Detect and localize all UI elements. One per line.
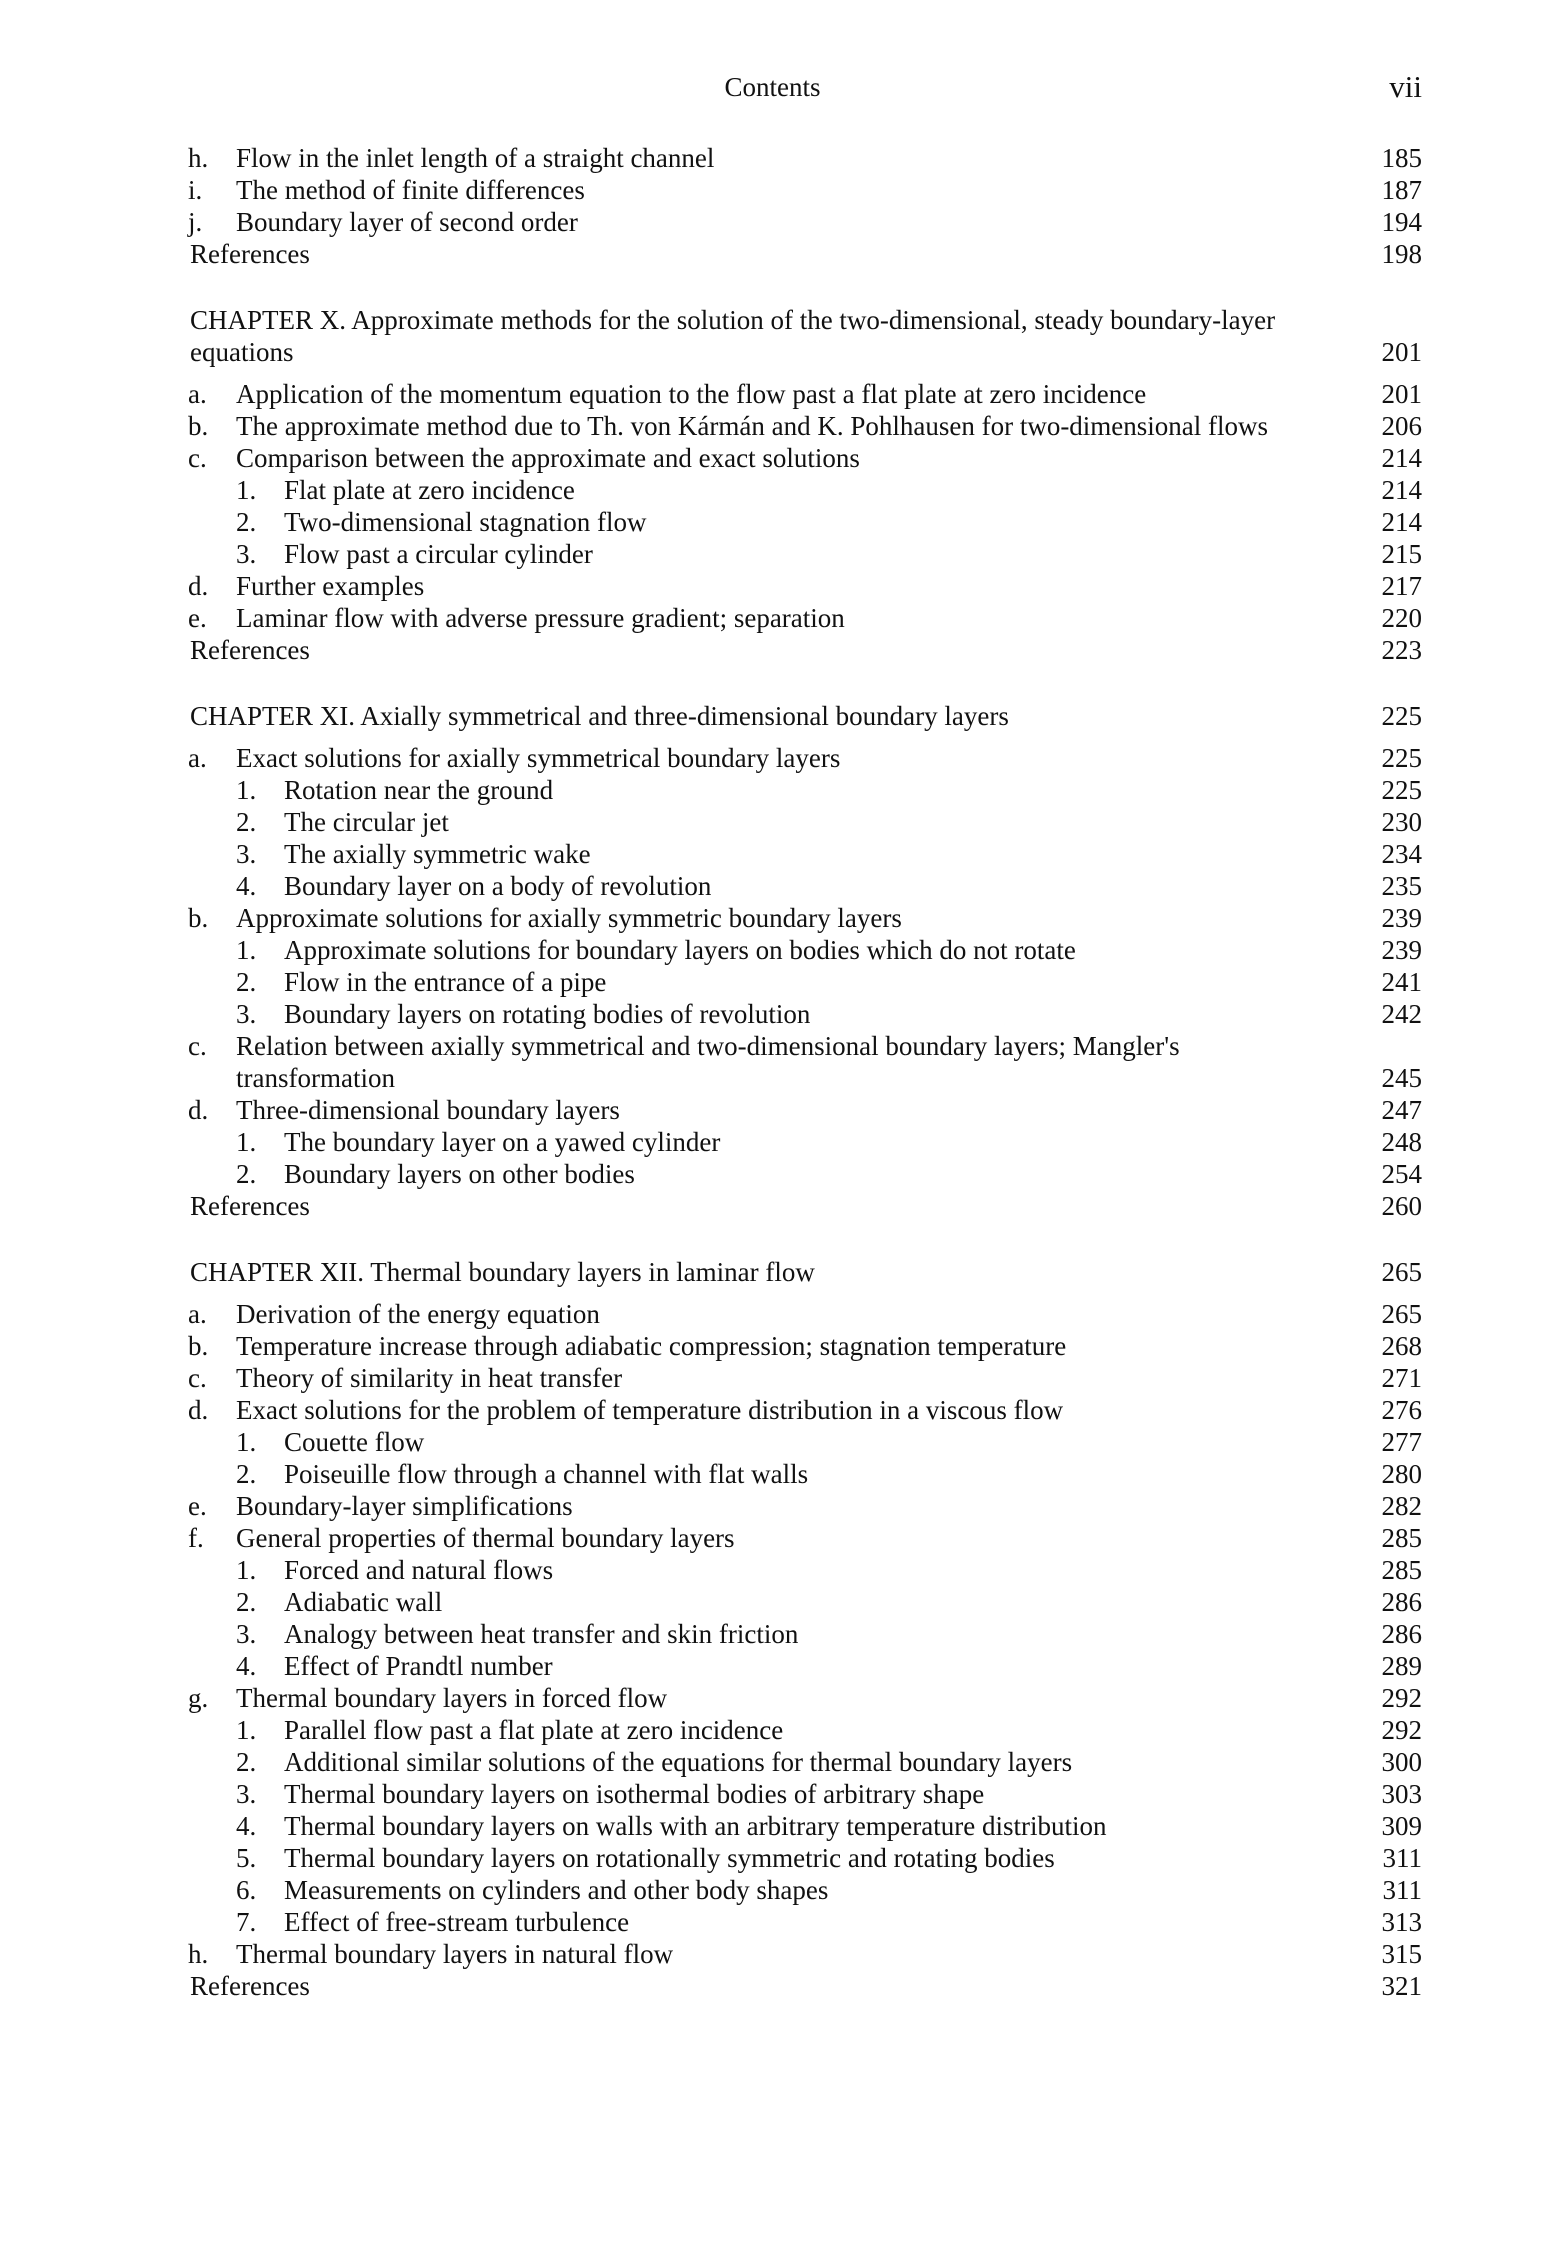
toc-entry-label: 4. <box>236 1651 257 1681</box>
toc-entry-page: 239 <box>1381 903 1422 933</box>
toc-entry-page: 223 <box>1381 635 1422 665</box>
toc-entry-page: 292 <box>1381 1715 1422 1745</box>
toc-entry-page: 198 <box>1381 239 1422 269</box>
toc-entry-label: a. <box>188 743 207 773</box>
toc-entry-page: 311 <box>1382 1875 1422 1905</box>
toc-entry-page: 225 <box>1381 701 1422 731</box>
toc-entry-label: d. <box>188 1095 209 1125</box>
toc-entry-page: 254 <box>1381 1159 1422 1189</box>
toc-entry-title: Thermal boundary layers on rotationally symmetric and rotating bodies <box>284 1843 1055 1873</box>
toc-references-entry <box>0 238 1545 270</box>
toc-entry-page: 248 <box>1381 1127 1422 1157</box>
toc-entry-title: The axially symmetric wake <box>284 839 591 869</box>
toc-entry-label: c. <box>188 1031 207 1061</box>
toc-entry-page: 230 <box>1381 807 1422 837</box>
toc-entry-label: j. <box>188 207 203 237</box>
toc-entry-page: 241 <box>1381 967 1422 997</box>
toc-entry-page: 265 <box>1381 1299 1422 1329</box>
toc-entry-title: Temperature increase through adiabatic compression; stagnation temperature <box>236 1331 1067 1361</box>
toc-entry-label: 2. <box>236 967 257 997</box>
toc-references-entry <box>0 1190 1545 1222</box>
toc-entry-title: Approximate solutions for axially symmetric boundary layers <box>236 903 902 933</box>
toc-entry-title: Thermal boundary layers on isothermal bodies of arbitrary shape <box>284 1779 985 1809</box>
toc-entry-page: 201 <box>1381 337 1422 367</box>
toc-entry <box>0 966 1545 998</box>
toc-entry <box>0 838 1545 870</box>
toc-entry-page: 214 <box>1381 475 1422 505</box>
toc-entry-page: 225 <box>1381 743 1422 773</box>
toc-entry-title: Thermal boundary layers on walls with an arbitrary temperature distribution <box>284 1811 1107 1841</box>
toc-entry-title: Thermal boundary layers in forced flow <box>236 1683 668 1713</box>
toc-entry-title: The boundary layer on a yawed cylinder <box>284 1127 721 1157</box>
toc-entry-title: Parallel flow past a flat plate at zero incidence <box>284 1715 784 1745</box>
toc-entry-page: 187 <box>1381 175 1422 205</box>
toc-entry-label: 4. <box>236 1811 257 1841</box>
toc-entry-title: Thermal boundary layers in natural flow <box>236 1939 674 1969</box>
toc-entry-label: 1. <box>236 1715 257 1745</box>
toc-entry <box>0 1650 1545 1682</box>
toc-entry-page: 217 <box>1381 571 1422 601</box>
toc-entry-title: Flow past a circular cylinder <box>284 539 593 569</box>
toc-entry <box>0 1362 1545 1394</box>
toc-references-entry <box>0 1970 1545 2002</box>
toc-entry-label: b. <box>188 903 209 933</box>
toc-entry-title: Poiseuille flow through a channel with flat walls <box>284 1459 809 1489</box>
toc-entry-page: 285 <box>1381 1523 1422 1553</box>
toc-entry-title: Effect of Prandtl number <box>284 1651 553 1681</box>
toc-entry-title: Exact solutions for axially symmetrical boundary layers <box>236 743 841 773</box>
toc-entry-page: 201 <box>1381 379 1422 409</box>
toc-entry <box>0 1714 1545 1746</box>
toc-entry <box>0 1778 1545 1810</box>
toc-entry-title: Forced and natural flows <box>284 1555 554 1585</box>
toc-entry-page: 234 <box>1381 839 1422 869</box>
toc-entry-page: 245 <box>1381 1063 1422 1093</box>
toc-entry-label: 3. <box>236 539 257 569</box>
toc-entry-page: 285 <box>1381 1555 1422 1585</box>
toc-entry-title: Two-dimensional stagnation flow <box>284 507 647 537</box>
table-of-contents <box>0 142 1545 2002</box>
toc-entry-page: 303 <box>1381 1779 1422 1809</box>
toc-entry <box>0 538 1545 570</box>
toc-entry-label: 6. <box>236 1875 257 1905</box>
toc-entry <box>0 1094 1545 1126</box>
toc-entry-page: 242 <box>1381 999 1422 1029</box>
toc-entry-label: b. <box>188 1331 209 1361</box>
toc-entry-page: 280 <box>1381 1459 1422 1489</box>
toc-entry <box>0 174 1545 206</box>
toc-entry-title: Comparison between the approximate and exact solutions <box>236 443 860 473</box>
toc-entry-page: 286 <box>1381 1587 1422 1617</box>
toc-entry-title: Relation between axially symmetrical and two-dimensional boundary layers; Mangler's transformation <box>236 1031 1180 1093</box>
toc-entry-page: 271 <box>1381 1363 1422 1393</box>
running-head-title: Contents <box>724 72 821 102</box>
toc-entry <box>0 1906 1545 1938</box>
toc-entry-label: 2. <box>236 1459 257 1489</box>
toc-entry <box>0 1330 1545 1362</box>
toc-entry-label: 2. <box>236 1159 257 1189</box>
toc-entry-label: d. <box>188 1395 209 1425</box>
toc-entry-label: d. <box>188 571 209 601</box>
toc-entry-title: CHAPTER X. Approximate methods for the solution of the two-dimensional, steady boundary-layer equations <box>190 305 1276 367</box>
toc-entry <box>0 206 1545 238</box>
toc-entry-page: 265 <box>1381 1257 1422 1287</box>
toc-entry-label: 1. <box>236 1127 257 1157</box>
toc-entry-page: 235 <box>1381 871 1422 901</box>
toc-entry-title: Boundary-layer simplifications <box>236 1491 573 1521</box>
toc-entry-title: Laminar flow with adverse pressure gradient; separation <box>236 603 845 633</box>
toc-entry-page: 311 <box>1382 1843 1422 1873</box>
page-header <box>0 66 1545 106</box>
toc-entry-page: 214 <box>1381 507 1422 537</box>
toc-entry <box>0 1682 1545 1714</box>
toc-entry <box>0 1298 1545 1330</box>
toc-entry-page: 239 <box>1381 935 1422 965</box>
toc-entry-title: Analogy between heat transfer and skin friction <box>284 1619 799 1649</box>
toc-entry-label: 3. <box>236 839 257 869</box>
toc-entry-title: Three-dimensional boundary layers <box>236 1095 620 1125</box>
toc-entry-page: 185 <box>1381 143 1422 173</box>
toc-entry-label: 1. <box>236 475 257 505</box>
toc-entry-title: Boundary layer on a body of revolution <box>284 871 712 901</box>
toc-entry <box>0 1158 1545 1190</box>
toc-entry <box>0 1394 1545 1426</box>
toc-entry-title: The method of finite differences <box>236 175 585 205</box>
toc-entry <box>0 1522 1545 1554</box>
toc-chapter-entry <box>0 1256 1545 1288</box>
toc-entry-title: Theory of similarity in heat transfer <box>236 1363 623 1393</box>
toc-entry-title: Flow in the entrance of a pipe <box>284 967 607 997</box>
toc-entry-title: References <box>190 1191 310 1221</box>
toc-entry-title: Approximate solutions for boundary layers on bodies which do not rotate <box>284 935 1076 965</box>
toc-entry-page: 194 <box>1381 207 1422 237</box>
toc-entry-page: 282 <box>1381 1491 1422 1521</box>
page-number: vii <box>1389 69 1422 104</box>
toc-entry <box>0 1458 1545 1490</box>
toc-entry-label: 3. <box>236 1779 257 1809</box>
toc-entry <box>0 410 1545 442</box>
toc-entry <box>0 378 1545 410</box>
toc-entry-title: Adiabatic wall <box>284 1587 443 1617</box>
toc-entry-label: 4. <box>236 871 257 901</box>
toc-entry <box>0 142 1545 174</box>
toc-entry <box>0 1554 1545 1586</box>
toc-entry <box>0 774 1545 806</box>
toc-entry-page: 289 <box>1381 1651 1422 1681</box>
toc-entry <box>0 1810 1545 1842</box>
toc-entry <box>0 1618 1545 1650</box>
toc-entry-label: c. <box>188 443 207 473</box>
toc-entry-page: 214 <box>1381 443 1422 473</box>
toc-entry-title: Boundary layers on rotating bodies of revolution <box>284 999 811 1029</box>
toc-entry <box>0 870 1545 902</box>
toc-entry <box>0 742 1545 774</box>
toc-entry-label: a. <box>188 379 207 409</box>
toc-chapter-entry <box>0 304 1545 368</box>
toc-entry <box>0 1126 1545 1158</box>
toc-entry-title: Measurements on cylinders and other body shapes <box>284 1875 829 1905</box>
toc-entry-label: 2. <box>236 1747 257 1777</box>
toc-entry-page: 276 <box>1381 1395 1422 1425</box>
toc-entry-title: Boundary layers on other bodies <box>284 1159 635 1189</box>
toc-entry-page: 313 <box>1381 1907 1422 1937</box>
toc-entry <box>0 602 1545 634</box>
toc-entry <box>0 998 1545 1030</box>
toc-entry-label: 3. <box>236 1619 257 1649</box>
toc-entry-title: Rotation near the ground <box>284 775 554 805</box>
toc-entry-title: The circular jet <box>284 807 449 837</box>
toc-entry <box>0 1490 1545 1522</box>
toc-entry <box>0 1874 1545 1906</box>
toc-entry-page: 300 <box>1381 1747 1422 1777</box>
toc-entry-title: General properties of thermal boundary layers <box>236 1523 735 1553</box>
toc-entry-label: i. <box>188 175 203 205</box>
toc-entry-title: References <box>190 239 310 269</box>
toc-entry-page: 309 <box>1381 1811 1422 1841</box>
toc-entry-page: 260 <box>1381 1191 1422 1221</box>
toc-entry-label: c. <box>188 1363 207 1393</box>
toc-entry-title: Couette flow <box>284 1427 425 1457</box>
toc-entry-title: CHAPTER XII. Thermal boundary layers in laminar flow <box>190 1257 815 1287</box>
toc-entry <box>0 1030 1545 1094</box>
toc-entry-title: Exact solutions for the problem of temperature distribution in a viscous flow <box>236 1395 1064 1425</box>
toc-entry <box>0 1842 1545 1874</box>
toc-entry-title: References <box>190 635 310 665</box>
toc-entry-page: 247 <box>1381 1095 1422 1125</box>
toc-entry-label: g. <box>188 1683 209 1713</box>
toc-entry-page: 315 <box>1381 1939 1422 1969</box>
toc-entry-title: Derivation of the energy equation <box>236 1299 600 1329</box>
toc-entry <box>0 442 1545 474</box>
toc-entry <box>0 806 1545 838</box>
toc-entry-label: f. <box>188 1523 204 1553</box>
toc-entry-title: Effect of free-stream turbulence <box>284 1907 630 1937</box>
toc-entry <box>0 1938 1545 1970</box>
toc-entry <box>0 902 1545 934</box>
toc-entry-label: 5. <box>236 1843 257 1873</box>
toc-entry-title: The approximate method due to Th. von Kármán and K. Pohlhausen for two-dimensional flows <box>236 411 1269 441</box>
toc-entry-label: 2. <box>236 507 257 537</box>
toc-entry <box>0 1586 1545 1618</box>
toc-entry <box>0 1426 1545 1458</box>
toc-entry-title: References <box>190 1971 310 2001</box>
toc-entry-title: Boundary layer of second order <box>236 207 578 237</box>
toc-entry <box>0 934 1545 966</box>
toc-entry-label: 1. <box>236 1555 257 1585</box>
toc-entry-page: 277 <box>1381 1427 1422 1457</box>
toc-entry-page: 292 <box>1381 1683 1422 1713</box>
toc-entry-page: 206 <box>1381 411 1422 441</box>
toc-entry-page: 268 <box>1381 1331 1422 1361</box>
toc-entry <box>0 1746 1545 1778</box>
toc-entry-label: 1. <box>236 935 257 965</box>
toc-entry-title: Additional similar solutions of the equations for thermal boundary layers <box>284 1747 1073 1777</box>
toc-entry-title: Flat plate at zero incidence <box>284 475 575 505</box>
toc-entry-page: 220 <box>1381 603 1422 633</box>
toc-entry <box>0 570 1545 602</box>
toc-entry-title: Flow in the inlet length of a straight channel <box>236 143 715 173</box>
toc-entry-label: 2. <box>236 807 257 837</box>
toc-chapter-entry <box>0 700 1545 732</box>
toc-entry-label: h. <box>188 143 209 173</box>
toc-entry-label: e. <box>188 1491 207 1521</box>
toc-entry-page: 225 <box>1381 775 1422 805</box>
toc-entry <box>0 506 1545 538</box>
toc-entry-page: 321 <box>1381 1971 1422 2001</box>
toc-entry-label: 1. <box>236 775 257 805</box>
toc-entry-title: Further examples <box>236 571 425 601</box>
toc-entry-title: Application of the momentum equation to the flow past a flat plate at zero incidence <box>236 379 1147 409</box>
toc-entry-label: 2. <box>236 1587 257 1617</box>
toc-references-entry <box>0 634 1545 666</box>
toc-entry-label: e. <box>188 603 207 633</box>
toc-entry-page: 215 <box>1381 539 1422 569</box>
toc-entry <box>0 474 1545 506</box>
toc-entry-label: a. <box>188 1299 207 1329</box>
toc-entry-title: CHAPTER XI. Axially symmetrical and three-dimensional boundary layers <box>190 701 1009 731</box>
toc-entry-label: h. <box>188 1939 209 1969</box>
toc-entry-label: 7. <box>236 1907 257 1937</box>
toc-entry-label: 1. <box>236 1427 257 1457</box>
toc-entry-label: b. <box>188 411 209 441</box>
toc-entry-page: 286 <box>1381 1619 1422 1649</box>
toc-entry-label: 3. <box>236 999 257 1029</box>
